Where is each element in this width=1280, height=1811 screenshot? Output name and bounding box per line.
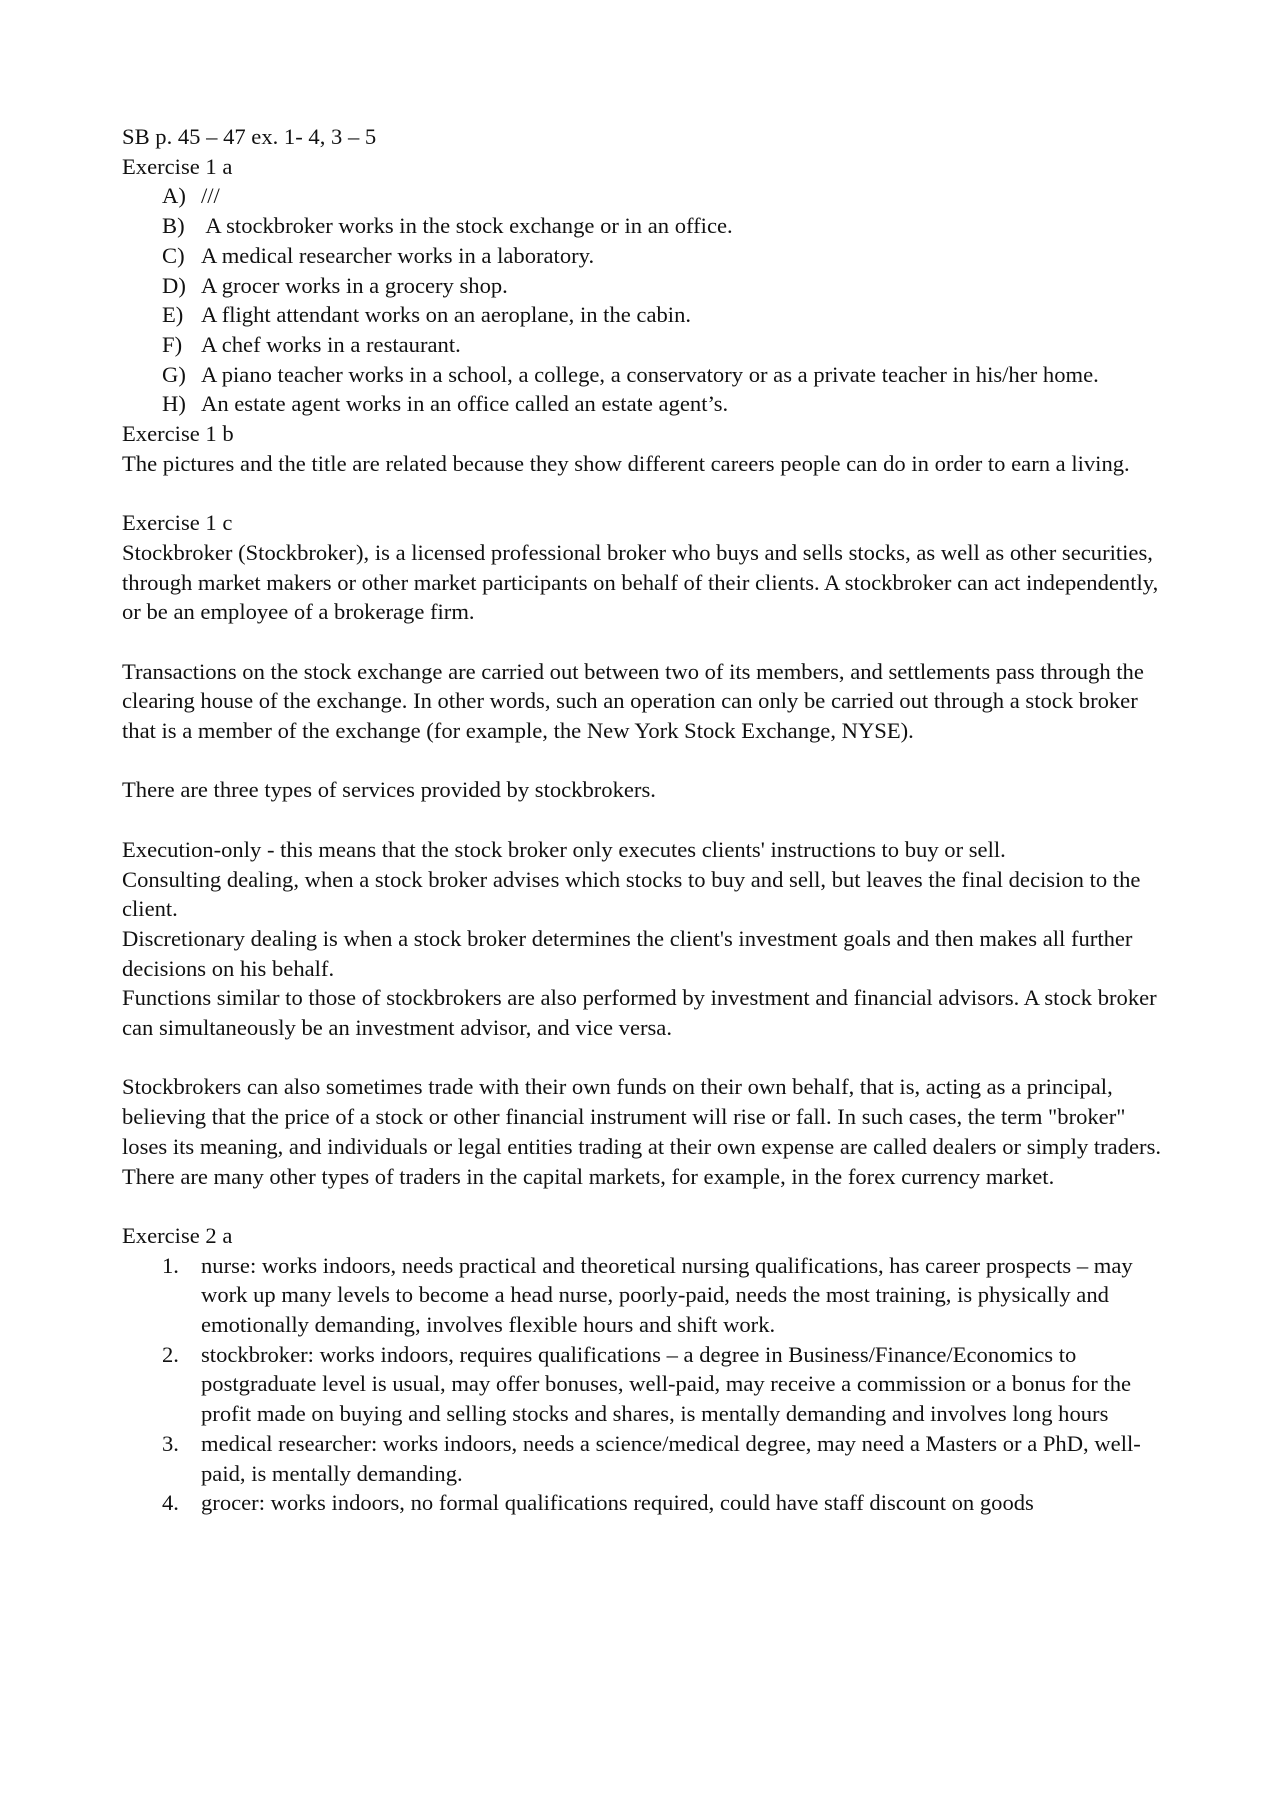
exercise-1c-paragraph: Stockbrokers can also sometimes trade with their own funds on their own behalf, that is, acting as a principal, believing that the price of a stock or other financial instrument will rise or fall. In such cases, the term "broker" loses its meaning, and individuals or legal entities trading at their own expense are called dealers or simply traders. There are many other types of traders in the capital markets, for example, in the forex currency market. — [122, 1074, 1162, 1189]
exercise-1c-paragraph: Consulting dealing, when a stock broker advises which stocks to buy and sell, but leaves the final decision to the client. — [122, 866, 1141, 922]
list-marker: 2. — [162, 1341, 179, 1367]
exercise-1c-paragraph: Discretionary dealing is when a stock broker determines the client's investment goals and then makes all further decisions on his behalf. — [122, 925, 1133, 981]
list-item — [122, 211, 1172, 241]
list-marker: E) — [162, 302, 184, 328]
exercise-1a-heading: Exercise 1 a — [122, 153, 233, 179]
blank-line — [122, 1191, 1172, 1221]
list-item-text: grocer: works indoors, no formal qualifications required, could have staff discount on goods — [201, 1490, 1034, 1516]
blank-line — [122, 805, 1172, 835]
header-line: SB p. 45 – 47 ex. 1- 4, 3 – 5 — [122, 124, 377, 149]
list-item-text: stockbroker: works indoors, requires qualifications – a degree in Business/Finance/Economics to postgraduate level is usual, may offer bonuses, well-paid, may receive a commission or a bonus for the profit made on buying and selling stocks and shares, is mentally demanding and involves long hours — [201, 1341, 1132, 1427]
exercise-2a-heading: Exercise 2 a — [122, 1222, 233, 1248]
list-marker: F) — [162, 331, 183, 357]
list-item-text: medical researcher: works indoors, needs a science/medical degree, may need a Masters or a PhD, well-paid, is mentally demanding. — [201, 1430, 1141, 1486]
list-marker: D) — [162, 272, 186, 298]
list-marker: G) — [162, 361, 186, 387]
exercise-1c-paragraph: Execution-only - this means that the stock broker only executes clients' instructions to buy or sell. — [122, 836, 1006, 862]
list-marker: 4. — [162, 1490, 179, 1516]
list-item — [122, 389, 1172, 419]
list-marker: A) — [162, 183, 186, 209]
list-item-text: An estate agent works in an office called an estate agent’s. — [201, 391, 729, 417]
list-item-text: A piano teacher works in a school, a college, a conservatory or as a private teacher in his/her home. — [201, 361, 1099, 387]
list-item — [122, 1429, 1172, 1488]
exercise-1a-list — [122, 181, 1172, 419]
exercise-1c-paragraph: Stockbroker (Stockbroker), is a licensed professional broker who buys and sells stocks, as well as other securities, through market makers or other market participants on behalf of their clients. A stockbroker can act independently, or be an employee of a brokerage firm. — [122, 539, 1159, 625]
exercise-1c-paragraph: Functions similar to those of stockbrokers are also performed by investment and financial advisors. A stock broker can simultaneously be an investment advisor, and vice versa. — [122, 985, 1157, 1041]
list-marker: H) — [162, 391, 186, 417]
blank-line — [122, 478, 1172, 508]
list-item-text: nurse: works indoors, needs practical and theoretical nursing qualifications, has career prospects – may work up many levels to become a head nurse, poorly-paid, needs the most training, is physically and emotionally demanding, involves flexible hours and shift work. — [201, 1252, 1133, 1338]
list-marker: 1. — [162, 1252, 179, 1278]
exercise-1c-heading: Exercise 1 c — [122, 510, 233, 536]
blank-line — [122, 746, 1172, 776]
list-item — [122, 1488, 1172, 1518]
list-item — [122, 330, 1172, 360]
list-item — [122, 1251, 1172, 1340]
list-item — [122, 241, 1172, 271]
exercise-1b-text: The pictures and the title are related because they show different careers people can do in order to earn a living. — [122, 450, 1130, 476]
exercise-1c-paragraph: Transactions on the stock exchange are carried out between two of its members, and settlements pass through the clearing house of the exchange. In other words, such an operation can only be carried out through a stock broker that is a member of the exchange (for example, the New York Stock Exchange, NYSE). — [122, 658, 1144, 744]
list-item — [122, 1340, 1172, 1429]
list-item — [122, 300, 1172, 330]
list-item-text: A chef works in a restaurant. — [201, 331, 461, 357]
list-item — [122, 181, 1172, 211]
list-item-text: A medical researcher works in a laboratory. — [201, 242, 595, 268]
list-item-text: A flight attendant works on an aeroplane, in the cabin. — [201, 302, 692, 328]
blank-line — [122, 627, 1172, 657]
blank-line — [122, 1043, 1172, 1073]
list-item-text: /// — [201, 183, 220, 209]
list-marker: 3. — [162, 1430, 179, 1456]
list-marker: B) — [162, 213, 185, 239]
exercise-2a-list — [122, 1251, 1172, 1518]
list-item — [122, 360, 1172, 390]
list-item-text: A grocer works in a grocery shop. — [201, 272, 508, 298]
document-page — [122, 122, 1172, 1518]
exercise-1c-paragraph: There are three types of services provided by stockbrokers. — [122, 777, 656, 803]
list-item — [122, 271, 1172, 301]
exercise-1b-heading: Exercise 1 b — [122, 421, 234, 447]
list-marker: C) — [162, 242, 185, 268]
list-item-text: A stockbroker works in the stock exchange or in an office. — [201, 213, 733, 239]
